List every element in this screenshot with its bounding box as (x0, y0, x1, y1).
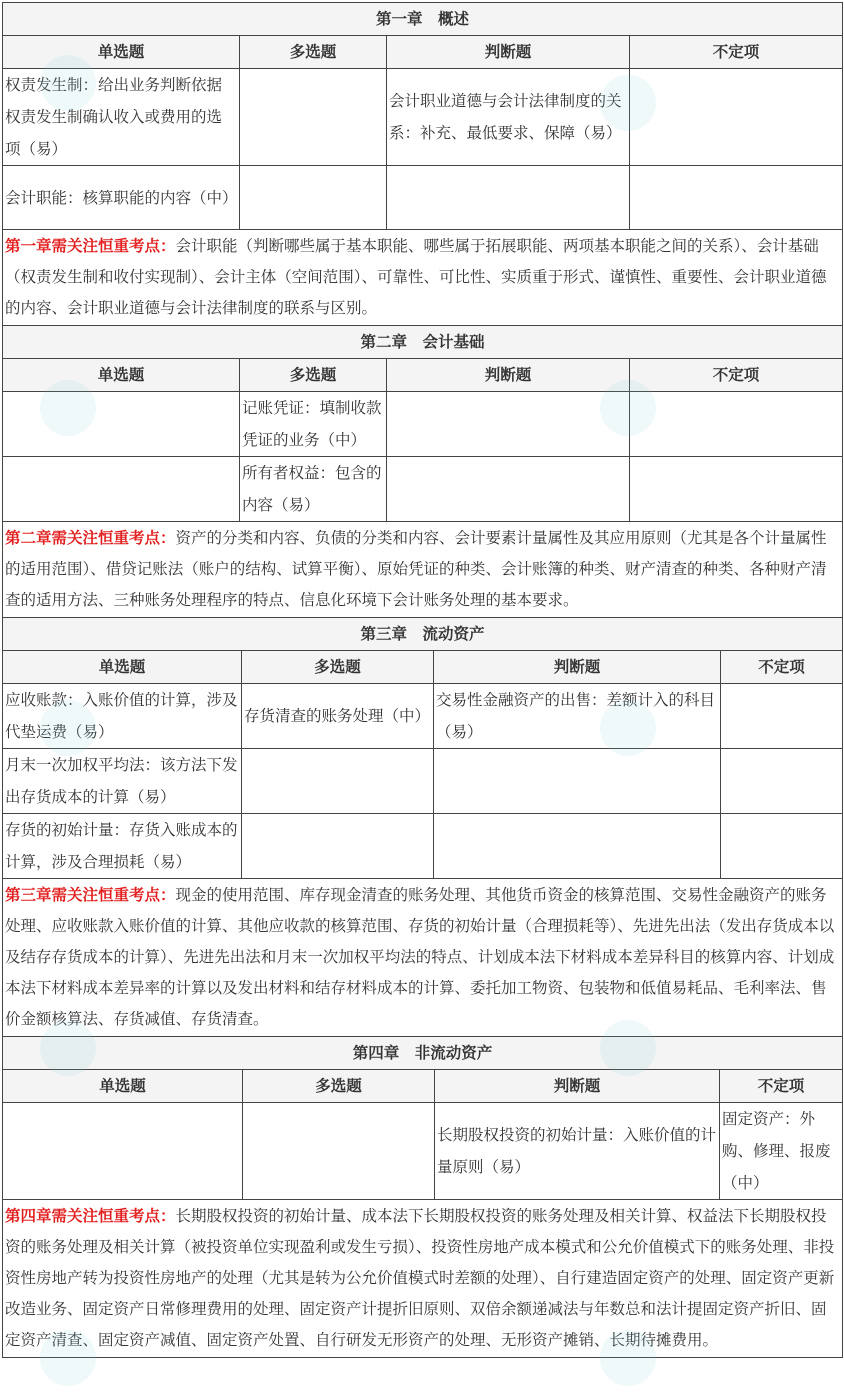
chapter-title: 第四章 非流动资产 (3, 1037, 843, 1070)
header-indefinite: 不定项 (721, 651, 843, 684)
note-label: 第四章需关注恒重考点： (5, 1207, 176, 1225)
table-cell (387, 457, 630, 522)
table-cell (630, 69, 843, 166)
table-cell: 权责发生制：给出业务判断依据权责发生制确认收入或费用的选项（易） (3, 69, 240, 166)
table-cell: 月末一次加权平均法：该方法下发出存货成本的计算（易） (3, 749, 242, 814)
table-row (3, 814, 843, 879)
note-label: 第三章需关注恒重考点： (5, 886, 176, 904)
table-row (3, 749, 843, 814)
table-cell (3, 1103, 243, 1200)
header-indefinite: 不定项 (630, 359, 843, 392)
table-cell (630, 457, 843, 522)
header-true-false: 判断题 (387, 359, 630, 392)
table-cell: 应收账款：入账价值的计算，涉及代垫运费（易） (3, 684, 242, 749)
table-cell (3, 457, 240, 522)
note-text: 现金的使用范围、库存现金清查的账务处理、其他货币资金的核算范围、交易性金融资产的账务处理、应收账款入账价值的计算、其他应收款的核算范围、存货的初始计量（合理损耗等）、先进先出法（发出存货成本以及结存存货成本的计算）、先进先出法和月末一次加权平均法的特点、计划成本法下材料成本差异科目的核算内容、计划成本法下材料成本差异率的计算以及发出材料和结存材料成本的计算、委托加工物资、包装物和低值易耗品、毛利率法、售价金额核算法、存货减值、存货清查。 (5, 886, 835, 1028)
table-cell (3, 392, 240, 457)
header-single-choice: 单选题 (3, 651, 242, 684)
note-text: 资产的分类和内容、负债的分类和内容、会计要素计量属性及其应用原则（尤其是各个计量属性的适用范围）、借贷记账法（账户的结构、试算平衡）、原始凭证的种类、会计账簿的种类、财产清查的种类、各种财产清查的适用方法、三种账务处理程序的特点、信息化环境下会计账务处理的基本要求。 (5, 529, 827, 609)
header-indefinite: 不定项 (720, 1070, 843, 1103)
table-cell (242, 814, 434, 879)
table-row (3, 457, 843, 522)
table-cell (721, 814, 843, 879)
chapter-1-table (2, 2, 843, 326)
table-cell: 记账凭证：填制收款凭证的业务（中） (240, 392, 387, 457)
header-multiple-choice: 多选题 (240, 36, 387, 69)
header-indefinite: 不定项 (630, 36, 843, 69)
table-cell (434, 749, 721, 814)
header-true-false: 判断题 (434, 651, 721, 684)
table-cell: 交易性金融资产的出售：差额计入的科目（易） (434, 684, 721, 749)
table-row (3, 166, 843, 230)
header-multiple-choice: 多选题 (242, 651, 434, 684)
header-multiple-choice: 多选题 (243, 1070, 435, 1103)
table-cell: 固定资产：外购、修理、报废（中） (720, 1103, 843, 1200)
exam-points-document (2, 2, 842, 1358)
chapter-note (3, 522, 843, 618)
table-cell (434, 814, 721, 879)
table-cell (721, 684, 843, 749)
table-cell (630, 392, 843, 457)
header-multiple-choice: 多选题 (240, 359, 387, 392)
chapter-3-table (2, 617, 843, 1037)
chapter-title: 第三章 流动资产 (3, 618, 843, 651)
note-label: 第二章需关注恒重考点： (5, 529, 176, 547)
table-row (3, 392, 843, 457)
table-cell (240, 166, 387, 230)
table-cell (630, 166, 843, 230)
note-text: 会计职能（判断哪些属于基本职能、哪些属于拓展职能、两项基本职能之间的关系）、会计基础（权责发生制和收付实现制）、会计主体（空间范围）、可靠性、可比性、实质重于形式、谨慎性、重要性、会计职业道德的内容、会计职业道德与会计法律制度的联系与区别。 (5, 237, 827, 317)
table-cell (387, 392, 630, 457)
note-label: 第一章需关注恒重考点： (5, 237, 176, 255)
table-cell (243, 1103, 435, 1200)
table-cell: 长期股权投资的初始计量：入账价值的计量原则（易） (435, 1103, 720, 1200)
chapter-note (3, 1200, 843, 1358)
table-cell: 所有者权益：包含的内容（易） (240, 457, 387, 522)
table-cell (240, 69, 387, 166)
table-cell (721, 749, 843, 814)
table-cell: 存货清查的账务处理（中） (242, 684, 434, 749)
chapter-note (3, 879, 843, 1037)
chapter-4-table (2, 1036, 843, 1358)
table-cell: 会计职能：核算职能的内容（中） (3, 166, 240, 230)
header-single-choice: 单选题 (3, 1070, 243, 1103)
note-text: 长期股权投资的初始计量、成本法下长期股权投资的账务处理及相关计算、权益法下长期股权投资的账务处理及相关计算（被投资单位实现盈利或发生亏损）、投资性房地产成本模式和公允价值模式下的账务处理、非投资性房地产转为投资性房地产的处理（尤其是转为公允价值模式时差额的处理）、自行建造固定资产的处理、固定资产更新改造业务、固定资产日常修理费用的处理、固定资产计提折旧原则、双倍余额递减法与年数总和法计提固定资产折旧、固定资产清查、固定资产减值、固定资产处置、自行研发无形资产的处理、无形资产摊销、长期待摊费用。 (5, 1207, 835, 1349)
table-cell (242, 749, 434, 814)
header-single-choice: 单选题 (3, 36, 240, 69)
chapter-title: 第二章 会计基础 (3, 326, 843, 359)
chapter-note (3, 230, 843, 326)
chapter-title: 第一章 概述 (3, 3, 843, 36)
table-cell: 会计职业道德与会计法律制度的关系：补充、最低要求、保障（易） (387, 69, 630, 166)
table-cell (387, 166, 630, 230)
header-true-false: 判断题 (435, 1070, 720, 1103)
table-row (3, 69, 843, 166)
table-row (3, 684, 843, 749)
table-row (3, 1103, 843, 1200)
table-cell: 存货的初始计量：存货入账成本的计算，涉及合理损耗（易） (3, 814, 242, 879)
chapter-2-table (2, 325, 843, 618)
header-single-choice: 单选题 (3, 359, 240, 392)
header-true-false: 判断题 (387, 36, 630, 69)
